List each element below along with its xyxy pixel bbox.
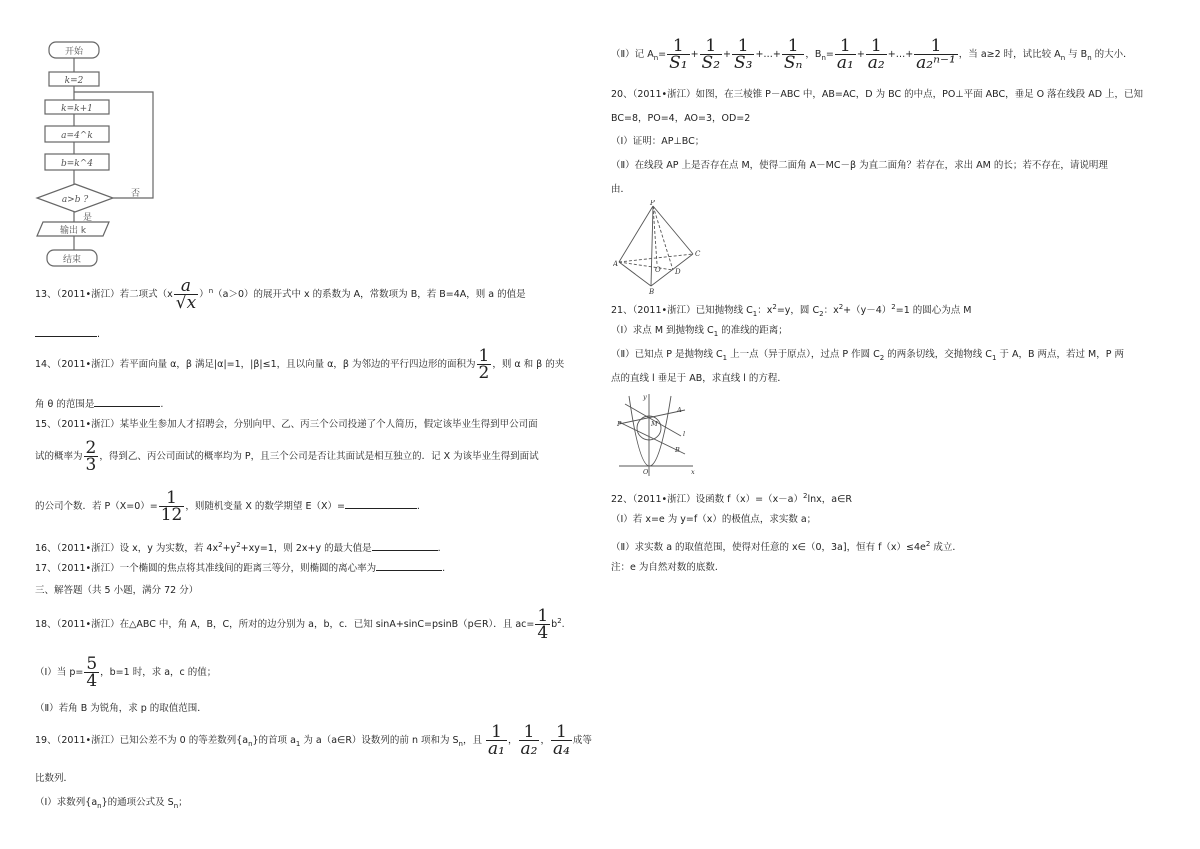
q22-part2: （Ⅱ）求实数 a 的取值范围，使得对任意的 x∈（0，3a]，恒有 $f(x)\le 4e^2$ 成立．: [611, 540, 962, 554]
label-d: D: [675, 268, 681, 276]
flowchart-figure: [35, 38, 165, 278]
q16-line: 16、（2011•浙江）设 x，y 为实数，若 $4x^2+y^2+xy=1$，则 2x+y 的最大值是 .: [35, 541, 441, 555]
q20-part1: （Ⅰ）证明：AP⊥BC；: [611, 136, 705, 147]
label-c: C: [695, 250, 701, 258]
q19-part2: （Ⅱ）记 $A_n=$ $\frac{1}{\text{S₁}}$ + $\frac{1}{\text{S₂}}$ + $\frac{1}{\text{S₃}}$ +…+ $\frac{1}{\text{Sₙ}}$ ，$B_n=$ $\frac{1}{\text{a₁}}$ + $\frac{1}{\text{a₂}}$ +…+ $\frac{1}{\text{a₂ⁿ⁻¹}}$ ，当 a≥2 时，试比较 $A_n$ 与 $B_n$ 的大小．: [611, 36, 1133, 73]
label-o: O: [655, 266, 661, 274]
label-b: B: [649, 288, 655, 294]
q22-note: 注：e 为自然对数的底数．: [611, 562, 725, 573]
q13-line: 13、（2011•浙江）若二项式（x $\frac{a}{√x}$ ）$^n$（a＞0）的展开式中 x 的系数为 A，常数项为 B，若 B=4A，则 a 的值是: [35, 276, 526, 313]
q16-text-c: +xy=1，则 2x+y 的最大值是: [240, 543, 372, 555]
label-y: y: [643, 393, 647, 401]
q13-answer-line: .: [35, 326, 100, 342]
label-line-l: l: [683, 430, 686, 438]
q15-line-2: [35, 440, 539, 473]
q15-fraction: $\frac{2}{3}$: [85, 438, 97, 475]
q22-line: 22、（2011•浙江）设函数 $f(x)=(x-a)^2\ln x$，a∈R: [611, 492, 852, 506]
flow-calc-a: a=4^k: [61, 131, 93, 141]
q19-fraction-3: $\frac{1}{\text{a₄}}$: [552, 722, 570, 759]
q15-fraction-2: $\frac{1}{12}$: [160, 488, 183, 525]
label-point-m: M: [651, 420, 658, 428]
q14-text-a: 14、（2011•浙江）若平面向量 α，β 满足|α|=1，|β|≤1，且以向量 α，β 为邻边的平行四边形的面积为: [35, 359, 476, 370]
q21-part2-b: 点的直线 l 垂足于 AB，求直线 l 的方程．: [611, 373, 787, 384]
q13-text-c: （a＞0）的展开式中 x 的系数为 A，常数项为 B，若 B=4A，则 a 的值是: [213, 289, 526, 300]
q21-part1: （Ⅰ）求点 M 到抛物线 $C_1$ 的准线的距离；: [611, 325, 788, 338]
flow-start: 开始: [64, 47, 84, 57]
flow-calc-b: b=k^4: [60, 159, 94, 169]
label-a: A: [613, 260, 619, 268]
flowchart-svg: [35, 38, 165, 278]
q18-text-a: 18、（2011•浙江）在△ABC 中，角 A，B，C，所对的边分别为 a，b，c．已知 sinA+sinC=psinB（p∈R）．且 ac=: [35, 619, 535, 630]
parabola-svg: [615, 392, 697, 476]
q15-line-1: [35, 418, 538, 432]
flow-output: 输出 k: [59, 226, 87, 236]
q16-blank: [372, 540, 438, 551]
flow-cond: a>b ?: [61, 195, 89, 205]
label-x: x: [691, 468, 695, 476]
label-point-a: A: [677, 406, 682, 414]
q18-line: 18、（2011•浙江）在△ABC 中，角 A，B，C，所对的边分别为 a，b，c．已知 sinA+sinC=psinB（p∈R）．且 ac= $\frac{1}{4}$ $b^2$.: [35, 606, 565, 643]
q20-line-2: BC=8，PO=4，AO=3，OD=2: [611, 113, 751, 124]
q14-line: [35, 348, 564, 381]
label-p: P: [650, 200, 655, 207]
q17-text: 17、（2011•浙江）一个椭圆的焦点将其准线间的距离三等分，则椭圆的离心率为: [35, 563, 377, 574]
b-term-n: $\frac{1}{\text{a₂ⁿ⁻¹}}$: [916, 36, 956, 73]
q18-part2: （Ⅱ）若角 B 为锐角，求 p 的取值范围．: [35, 703, 207, 714]
q18-part1: （Ⅰ）当 p= $\frac{5}{4}$ ，b=1 时，求 a，c 的值；: [35, 654, 217, 691]
a-term-n: $\frac{1}{\text{Sₙ}}$: [783, 36, 803, 73]
tetrahedron-svg: [613, 200, 705, 294]
a-term-2: $\frac{1}{\text{S₂}}$: [701, 36, 721, 73]
section-header: 三、解答题（共 5 小题，满分 72 分）: [35, 585, 199, 596]
q16-text-a: 16、（2011•浙江）设 x，y 为实数，若 4x: [35, 543, 219, 555]
q15-text-b: 试的概率为: [35, 451, 83, 462]
label-point-b: B: [675, 446, 680, 454]
tetrahedron-figure: [613, 200, 705, 294]
flow-init: k=2: [64, 76, 84, 86]
q20-part2-b: 由．: [611, 184, 631, 195]
flow-no-label: 否: [131, 189, 141, 199]
q16-text-b: +y: [222, 543, 237, 555]
q21-part2: （Ⅱ）已知点 P 是抛物线 $C_1$ 上一点（异于原点），过点 P 作圆 $C_2$ 的两条切线，交抛物线 $C_1$ 于 A，B 两点，若过 M，P 两: [611, 349, 1124, 362]
b-term-1: $\frac{1}{\text{a₁}}$: [836, 36, 854, 73]
q19-part1: （Ⅰ）求数列$\{a_n\}$的通项公式及 $S_n$；: [35, 797, 188, 810]
q17-blank: [376, 560, 442, 571]
q15-line-3: 的公司个数．若 P（X=0）= $\frac{1}{12}$ ，则随机变量 X 的数学期望 E（X）= .: [35, 488, 420, 525]
q15-text-a: 15、（2011•浙江）某毕业生参加人才招聘会，分别向甲、乙、丙三个公司投递了个人简历，假定该毕业生得到甲公司面: [35, 419, 538, 430]
q20-line-1: 20、（2011•浙江）如图，在三棱锥 P－ABC 中，AB=AC，D 为 BC 的中点，PO⊥平面 ABC，垂足 O 落在线段 AD 上，已知: [611, 89, 1144, 100]
label-point-p: P: [617, 420, 622, 428]
q21-line: 21、（2011•浙江）已知抛物线 $C_1$：$x^2=y$，圆 $C_2$：$x^2+(y-4)^2=1$ 的圆心为点 M: [611, 303, 972, 319]
q20-part2: （Ⅱ）在线段 AP 上是否存在点 M，使得二面角 A－MC－β 为直二面角？若存在，求出 AM 的长；若不存在，请说明理: [611, 160, 1108, 171]
label-origin: O: [643, 468, 649, 476]
q15-text-d: 的公司个数．若 P（X=0）=: [35, 501, 158, 512]
q14-fraction: $\frac{1}{2}$: [478, 346, 490, 383]
q14-blank: [94, 396, 160, 407]
q18-fraction: $\frac{1}{4}$: [537, 606, 549, 643]
a-term-3: $\frac{1}{\text{S₃}}$: [733, 36, 753, 73]
q17-line: 17、（2011•浙江）一个椭圆的焦点将其准线间的距离三等分，则椭圆的离心率为 .: [35, 560, 445, 576]
q14-text-c: 角 θ 的范围是: [35, 399, 95, 410]
q13-text-b: ）: [199, 289, 209, 300]
flow-step: k=k+1: [61, 104, 93, 114]
q15-blank: [345, 498, 417, 509]
q19-fraction-2: $\frac{1}{\text{a₂}}$: [520, 722, 538, 759]
q19-line: 19、（2011•浙江）已知公差不为 0 的等差数列$\{a_n\}$的首项 $a_1$ 为 a（a∈R）设数列的前 n 项和为 $S_n$，且 $\frac{1}{\text{a₁}}$ ， $\frac{1}{\text{a₂}}$ ， $\frac{1}{\text{a₄}}$ 成等: [35, 722, 592, 759]
q18-part1-fraction: $\frac{5}{4}$: [86, 654, 98, 691]
q15-text-e: ，则随机变量 X 的数学期望 E（X）=: [185, 501, 345, 512]
flow-yes-label: 是: [83, 213, 93, 223]
q15-text-c: ，得到乙、丙公司面试的概率均为 P，且三个公司是否让其面试是相互独立的．记 X 为该毕业生得到面试: [99, 451, 539, 462]
q22-part1: （Ⅰ）若 x=e 为 y=f（x）的极值点，求实数 a；: [611, 514, 817, 525]
parabola-figure: [615, 392, 697, 476]
flow-end: 结束: [62, 255, 82, 265]
q13-blank: [35, 326, 97, 337]
a-term-1: $\frac{1}{\text{S₁}}$: [669, 36, 688, 73]
q14-line-2: 角 θ 的范围是 .: [35, 396, 163, 412]
q13-fraction: $\frac{a}{√x}$: [175, 276, 197, 313]
q14-text-b: ，则 α 和 β 的夹: [492, 359, 565, 370]
q13-text-a: 13、（2011•浙江）若二项式（x: [35, 289, 173, 300]
q19-line-2: 比数列．: [35, 773, 74, 784]
b-term-2: $\frac{1}{\text{a₂}}$: [867, 36, 885, 73]
q19-fraction-1: $\frac{1}{\text{a₁}}$: [488, 722, 505, 759]
